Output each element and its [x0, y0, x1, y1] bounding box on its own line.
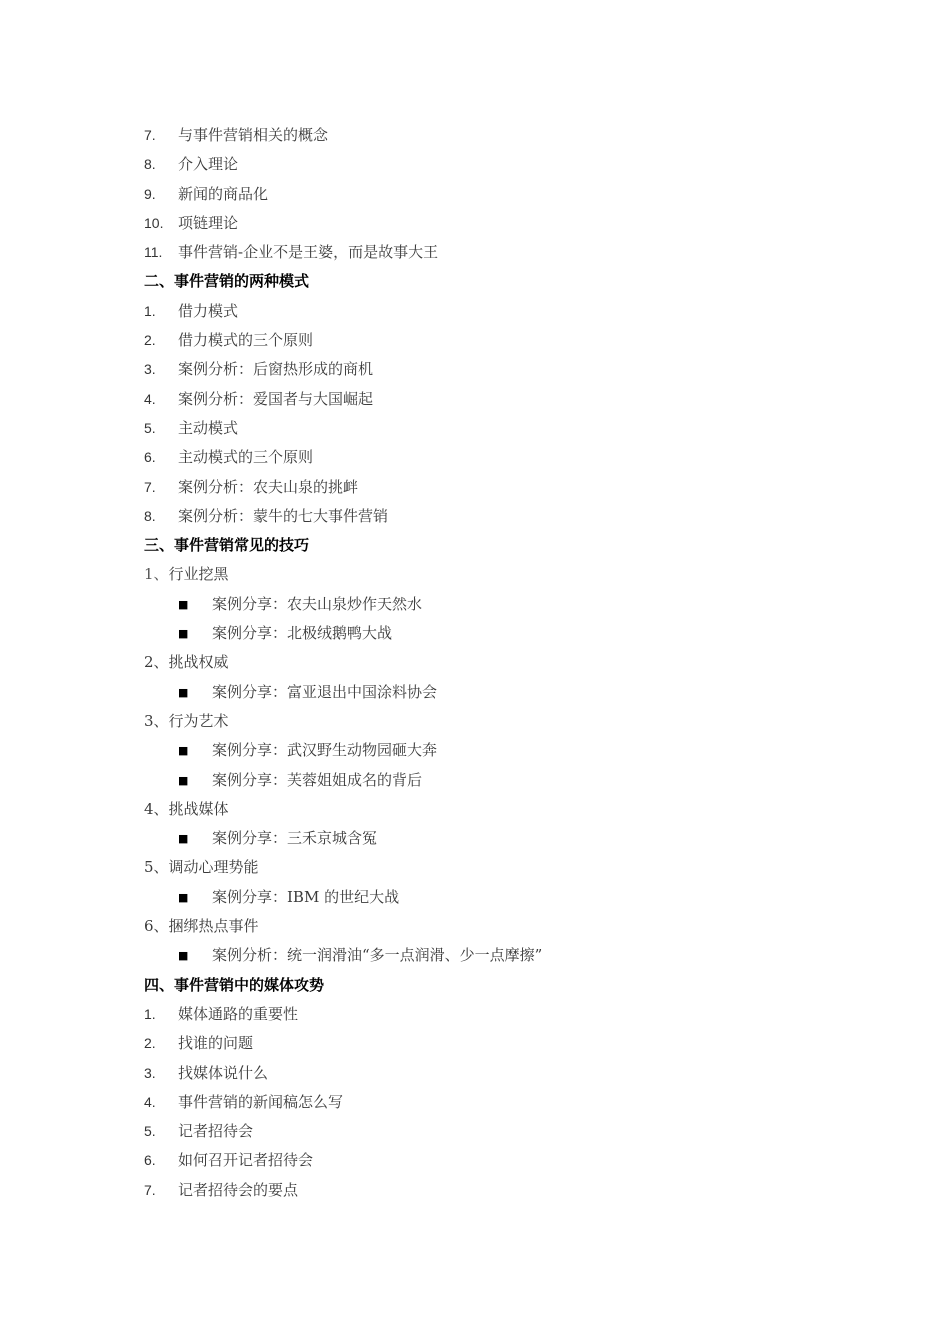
section-heading: 二、事件营销的两种模式: [144, 272, 310, 291]
list-number: 11.: [144, 244, 163, 261]
list-text: 事件营销-企业不是王婆，而是故事大王: [178, 243, 439, 262]
square-bullet-icon: ■: [178, 890, 189, 904]
technique-text: 挑战权威: [168, 653, 229, 672]
list-text: 借力模式的三个原则: [178, 331, 314, 350]
list-number: 8.: [144, 156, 156, 173]
section-one-list: [144, 121, 844, 267]
section-four-list: [144, 1000, 844, 1205]
bullet-item: [144, 678, 844, 707]
bullet-text: 案例分享：芙蓉姐姐成名的背后: [212, 770, 423, 789]
document-body: [144, 121, 844, 1205]
list-number: 9.: [144, 185, 156, 202]
list-item: [144, 1146, 844, 1175]
list-item: [144, 1059, 844, 1088]
list-item: [144, 414, 844, 443]
list-number: 2.: [144, 332, 156, 349]
list-number: 3.: [144, 1064, 156, 1081]
bullet-text: 案例分享：三禾京城含冤: [212, 829, 378, 848]
list-text: 案例分析：农夫山泉的挑衅: [178, 477, 359, 496]
list-item: [144, 150, 844, 179]
technique-text: 捆绑热点事件: [168, 917, 259, 936]
list-number: 3.: [144, 361, 156, 378]
list-text: 借力模式: [178, 301, 239, 320]
bullet-item: [144, 619, 844, 648]
square-bullet-icon: ■: [178, 832, 189, 846]
list-text: 找媒体说什么: [178, 1063, 269, 1082]
list-number: 4.: [144, 1093, 156, 1110]
bullet-item: [144, 736, 844, 765]
list-text: 事件营销的新闻稿怎么写: [178, 1092, 344, 1111]
list-number: 6.: [144, 1152, 156, 1169]
bullet-item: [144, 824, 844, 853]
bullet-item: [144, 883, 844, 912]
technique-title: [144, 648, 844, 677]
technique-number: 4、: [144, 799, 169, 818]
list-item: [144, 1117, 844, 1146]
list-text: 主动模式的三个原则: [178, 448, 314, 467]
list-number: 4.: [144, 390, 156, 407]
bullet-text: 案例分析：统一润滑油“多一点润滑、少一点摩擦”: [212, 946, 543, 965]
list-text: 媒体通路的重要性: [178, 1004, 299, 1023]
square-bullet-icon: ■: [178, 744, 189, 758]
technique-title: [144, 707, 844, 736]
list-item: [144, 1000, 844, 1029]
list-item: [144, 180, 844, 209]
list-text: 项链理论: [178, 213, 239, 232]
list-item: [144, 238, 844, 267]
section-heading: 四、事件营销中的媒体攻势: [144, 975, 325, 994]
list-text: 与事件营销相关的概念: [178, 126, 329, 144]
technique-number: 5、: [144, 858, 169, 877]
bullet-text: 案例分享：北极绒鹅鸭大战: [212, 624, 393, 643]
list-number: 7.: [144, 478, 156, 495]
list-item: [144, 385, 844, 414]
bullet-item: [144, 590, 844, 619]
list-text: 找谁的问题: [178, 1034, 254, 1053]
square-bullet-icon: ■: [178, 949, 189, 963]
list-text: 记者招待会: [178, 1122, 254, 1141]
section-three-list: [144, 560, 844, 970]
section-heading: 三、事件营销常见的技巧: [144, 536, 310, 555]
list-text: 案例分析：爱国者与大国崛起: [178, 389, 374, 408]
technique-title: [144, 795, 844, 824]
list-item: [144, 121, 844, 150]
technique-number: 2、: [144, 653, 169, 672]
list-text: 记者招待会的要点: [178, 1180, 299, 1199]
list-number: 7.: [144, 127, 156, 143]
technique-text: 行为艺术: [168, 711, 229, 730]
technique-text: 行业挖黑: [168, 565, 229, 584]
list-item: [144, 502, 844, 531]
technique-number: 1、: [144, 565, 169, 584]
list-item: [144, 1176, 844, 1205]
bullet-text: 案例分享：富亚退出中国涂料协会: [212, 682, 438, 701]
list-number: 5.: [144, 1123, 156, 1140]
list-item: [144, 443, 844, 472]
list-number: 1.: [144, 1005, 156, 1022]
list-number: 10.: [144, 214, 164, 231]
bullet-text: 案例分享：武汉野生动物园砸大奔: [212, 741, 438, 760]
technique-number: 6、: [144, 917, 169, 936]
technique-title: [144, 853, 844, 882]
list-text: 主动模式: [178, 418, 239, 437]
list-number: 8.: [144, 507, 156, 524]
list-text: 介入理论: [178, 155, 239, 174]
technique-text: 挑战媒体: [168, 799, 229, 818]
list-item: [144, 297, 844, 326]
list-text: 案例分析：后窗热形成的商机: [178, 360, 374, 379]
square-bullet-icon: ■: [178, 685, 189, 699]
square-bullet-icon: ■: [178, 773, 189, 787]
technique-number: 3、: [144, 711, 169, 730]
list-item: [144, 473, 844, 502]
list-item: [144, 1029, 844, 1058]
list-number: 6.: [144, 449, 156, 466]
list-item: [144, 209, 844, 238]
list-number: 1.: [144, 302, 156, 319]
list-text: 新闻的商品化: [178, 184, 269, 203]
technique-text: 调动心理势能: [168, 858, 259, 877]
bullet-text: 案例分享：农夫山泉炒作天然水: [212, 594, 423, 613]
technique-title: [144, 912, 844, 941]
square-bullet-icon: ■: [178, 627, 189, 641]
section-two-list: [144, 297, 844, 531]
list-text: 案例分析：蒙牛的七大事件营销: [178, 506, 389, 525]
list-item: [144, 326, 844, 355]
list-item: [144, 1088, 844, 1117]
technique-title: [144, 560, 844, 589]
square-bullet-icon: ■: [178, 597, 189, 611]
bullet-item: [144, 941, 844, 970]
list-text: 如何召开记者招待会: [178, 1151, 314, 1170]
list-number: 7.: [144, 1181, 156, 1198]
bullet-text: 案例分享：IBM 的世纪大战: [212, 887, 400, 906]
list-item: [144, 355, 844, 384]
bullet-item: [144, 766, 844, 795]
list-number: 5.: [144, 419, 156, 436]
list-number: 2.: [144, 1035, 156, 1052]
